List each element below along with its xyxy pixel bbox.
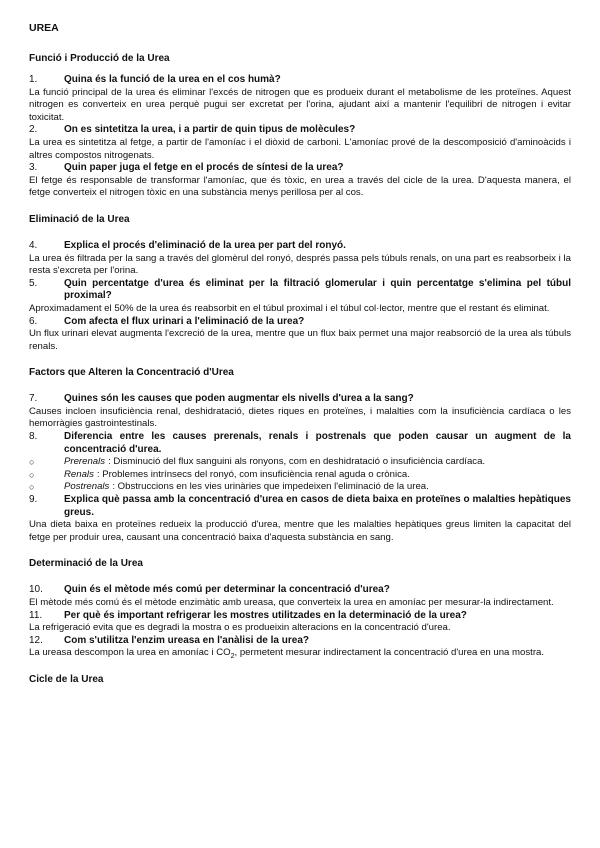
- question-number: 10.: [29, 584, 43, 596]
- question-9: [29, 494, 571, 519]
- circle-bullet-icon: ○: [29, 482, 35, 493]
- section-heading-function: Funció i Producció de la Urea: [29, 53, 170, 64]
- bullet-description: : Obstruccions en les vies urinàries que impedeixen l'eliminació de la urea.: [112, 481, 429, 493]
- question-7: [29, 393, 571, 406]
- section-heading-cycle: Cicle de la Urea: [29, 673, 104, 685]
- question-text: Quin és el mètode més comú per determinar la concentració d'urea?: [64, 584, 390, 596]
- bullet-item: [29, 456, 571, 469]
- question-number: 6.: [29, 315, 38, 327]
- section-heading-factors: Factors que Alteren la Concentració d'Urea: [29, 367, 234, 379]
- document-title: UREA: [29, 22, 59, 34]
- answer-text: , permetent mesurar indirectament la concentració d'urea en una mostra.: [234, 647, 545, 659]
- question-text: Quin percentatge d'urea és eliminat per la filtració glomerular i quin percentatge s'elimina pel túbul proximal?: [64, 277, 571, 302]
- answer-12: [29, 647, 571, 660]
- document-page: [29, 22, 571, 700]
- question-text: Per què és important refrigerar les mostres utilitzades en la determinació de la urea?: [64, 609, 467, 621]
- bullet-term: Renals: [64, 468, 94, 480]
- question-number: 4.: [29, 239, 38, 251]
- question-8: [29, 431, 571, 456]
- answer-1: La funció principal de la urea és eliminar l'excés de nitrogen que es produeix durant el metabolisme de les proteïnes. Aquest nitrogen es converteix en urea perquè pugui ser excretat per l'orina, ajudant així a mantenir l'equilibri de nitrogen i evitar toxicitat.: [29, 86, 571, 123]
- question-5: [29, 278, 571, 303]
- answer-4: La urea és filtrada per la sang a través del glomèrul del ronyó, després passa pels túbuls renals, on una part es reabsorbeix i la resta s'excreta per l'orina.: [29, 252, 571, 277]
- question-text: On es sintetitza la urea, i a partir de quin tipus de molècules?: [64, 124, 356, 136]
- question-number: 7.: [29, 393, 38, 405]
- question-number: 11.: [29, 609, 43, 621]
- question-text: Explica què passa amb la concentració d'urea en casos de dieta baixa en proteïnes o malalties hepàtiques greus.: [64, 494, 571, 518]
- question-text: Diferencia entre les causes prerenals, renals i postrenals que poden causar un augment de la concentració d'urea.: [64, 431, 571, 455]
- answer-3: El fetge és responsable de transformar l'amoníac, que és tòxic, en urea a través del cicle de la urea. D'aquesta manera, el fetge converteix el nitrogen tòxic en una substància menys perillosa per al cos.: [29, 174, 571, 199]
- answer-7: Causes incloen insuficiència renal, deshidratació, dietes riques en proteïnes, i malalties com la insuficiència cardíaca o les hemorràgies gastrointestinals.: [29, 405, 571, 430]
- question-number: 8.: [29, 431, 38, 443]
- question-2: [29, 124, 571, 137]
- answer-2: La urea es sintetitza al fetge, a partir de l'amoníac i el diòxid de carboni. L'amoníac prové de la descomposició d'aminoàcids i altres compostos nitrogenats.: [29, 136, 571, 161]
- question-number: 3.: [29, 162, 38, 174]
- bullet-item: [29, 481, 571, 494]
- bullet-item: [29, 469, 571, 482]
- question-number: 2.: [29, 124, 38, 136]
- answer-6: Un flux urinari elevat augmenta l'excreció de la urea, mentre que un flux baix permet una major reabsorció de la urea als túbuls renals.: [29, 328, 571, 352]
- bullet-description: : Disminució del flux sanguini als ronyons, com en deshidratació o insuficiència cardíaca.: [108, 456, 486, 468]
- question-number: 1.: [29, 74, 38, 85]
- question-text: Com afecta el flux urinari a l'eliminació de la urea?: [64, 315, 305, 327]
- question-4: [29, 240, 571, 253]
- answer-text: La ureasa descompon la urea en amoníac i CO: [29, 647, 231, 659]
- question-number: 9.: [29, 494, 38, 506]
- question-1: [29, 74, 571, 87]
- subscript: 2: [230, 653, 235, 661]
- answer-11: La refrigeració evita que es degradi la mostra o es produeixin alteracions en la concentració d'urea.: [29, 622, 451, 634]
- bullet-term: Postrenals: [64, 481, 110, 493]
- bullet-description: : Problemes intrínsecs del ronyó, com insuficiència renal aguda o crònica.: [96, 468, 410, 480]
- question-text: Com s'utilitza l'enzim ureasa en l'anàlisi de la urea?: [64, 634, 309, 646]
- question-text: Quin paper juga el fetge en el procés de síntesi de la urea?: [64, 162, 344, 174]
- question-number: 12.: [29, 634, 43, 646]
- question-10: [29, 584, 571, 597]
- question-number: 5.: [29, 277, 38, 289]
- question-text: Quina és la funció de la urea en el cos humà?: [64, 74, 281, 85]
- answer-9: Una dieta baixa en proteïnes redueix la producció d'urea, mentre que les malalties hepàtiques greus limiten la capacitat del fetge per produir urea, causant una concentració baixa d'aquesta substància en sang.: [29, 519, 571, 543]
- question-11: [29, 610, 571, 623]
- question-3: [29, 162, 571, 175]
- circle-bullet-icon: ○: [29, 457, 35, 468]
- answer-10: El mètode més comú és el mètode enzimàtic amb ureasa, que converteix la urea en amoníac per mesurar-la indirectament.: [29, 597, 554, 608]
- circle-bullet-icon: ○: [29, 469, 35, 480]
- section-heading-elimination: Eliminació de la Urea: [29, 213, 130, 225]
- question-text: Explica el procés d'eliminació de la urea per part del ronyó.: [64, 239, 346, 251]
- answer-5: Aproximadament el 50% de la urea és reabsorbit en el túbul proximal i el túbul col·lector, mentre que el restant és eliminat.: [29, 302, 550, 314]
- bullet-term: Prerenals: [64, 456, 106, 468]
- question-text: Quines són les causes que poden augmentar els nivells d'urea a la sang?: [64, 393, 414, 405]
- question-6: [29, 316, 571, 329]
- section-heading-determination: Determinació de la Urea: [29, 558, 143, 570]
- question-12: [29, 635, 571, 648]
